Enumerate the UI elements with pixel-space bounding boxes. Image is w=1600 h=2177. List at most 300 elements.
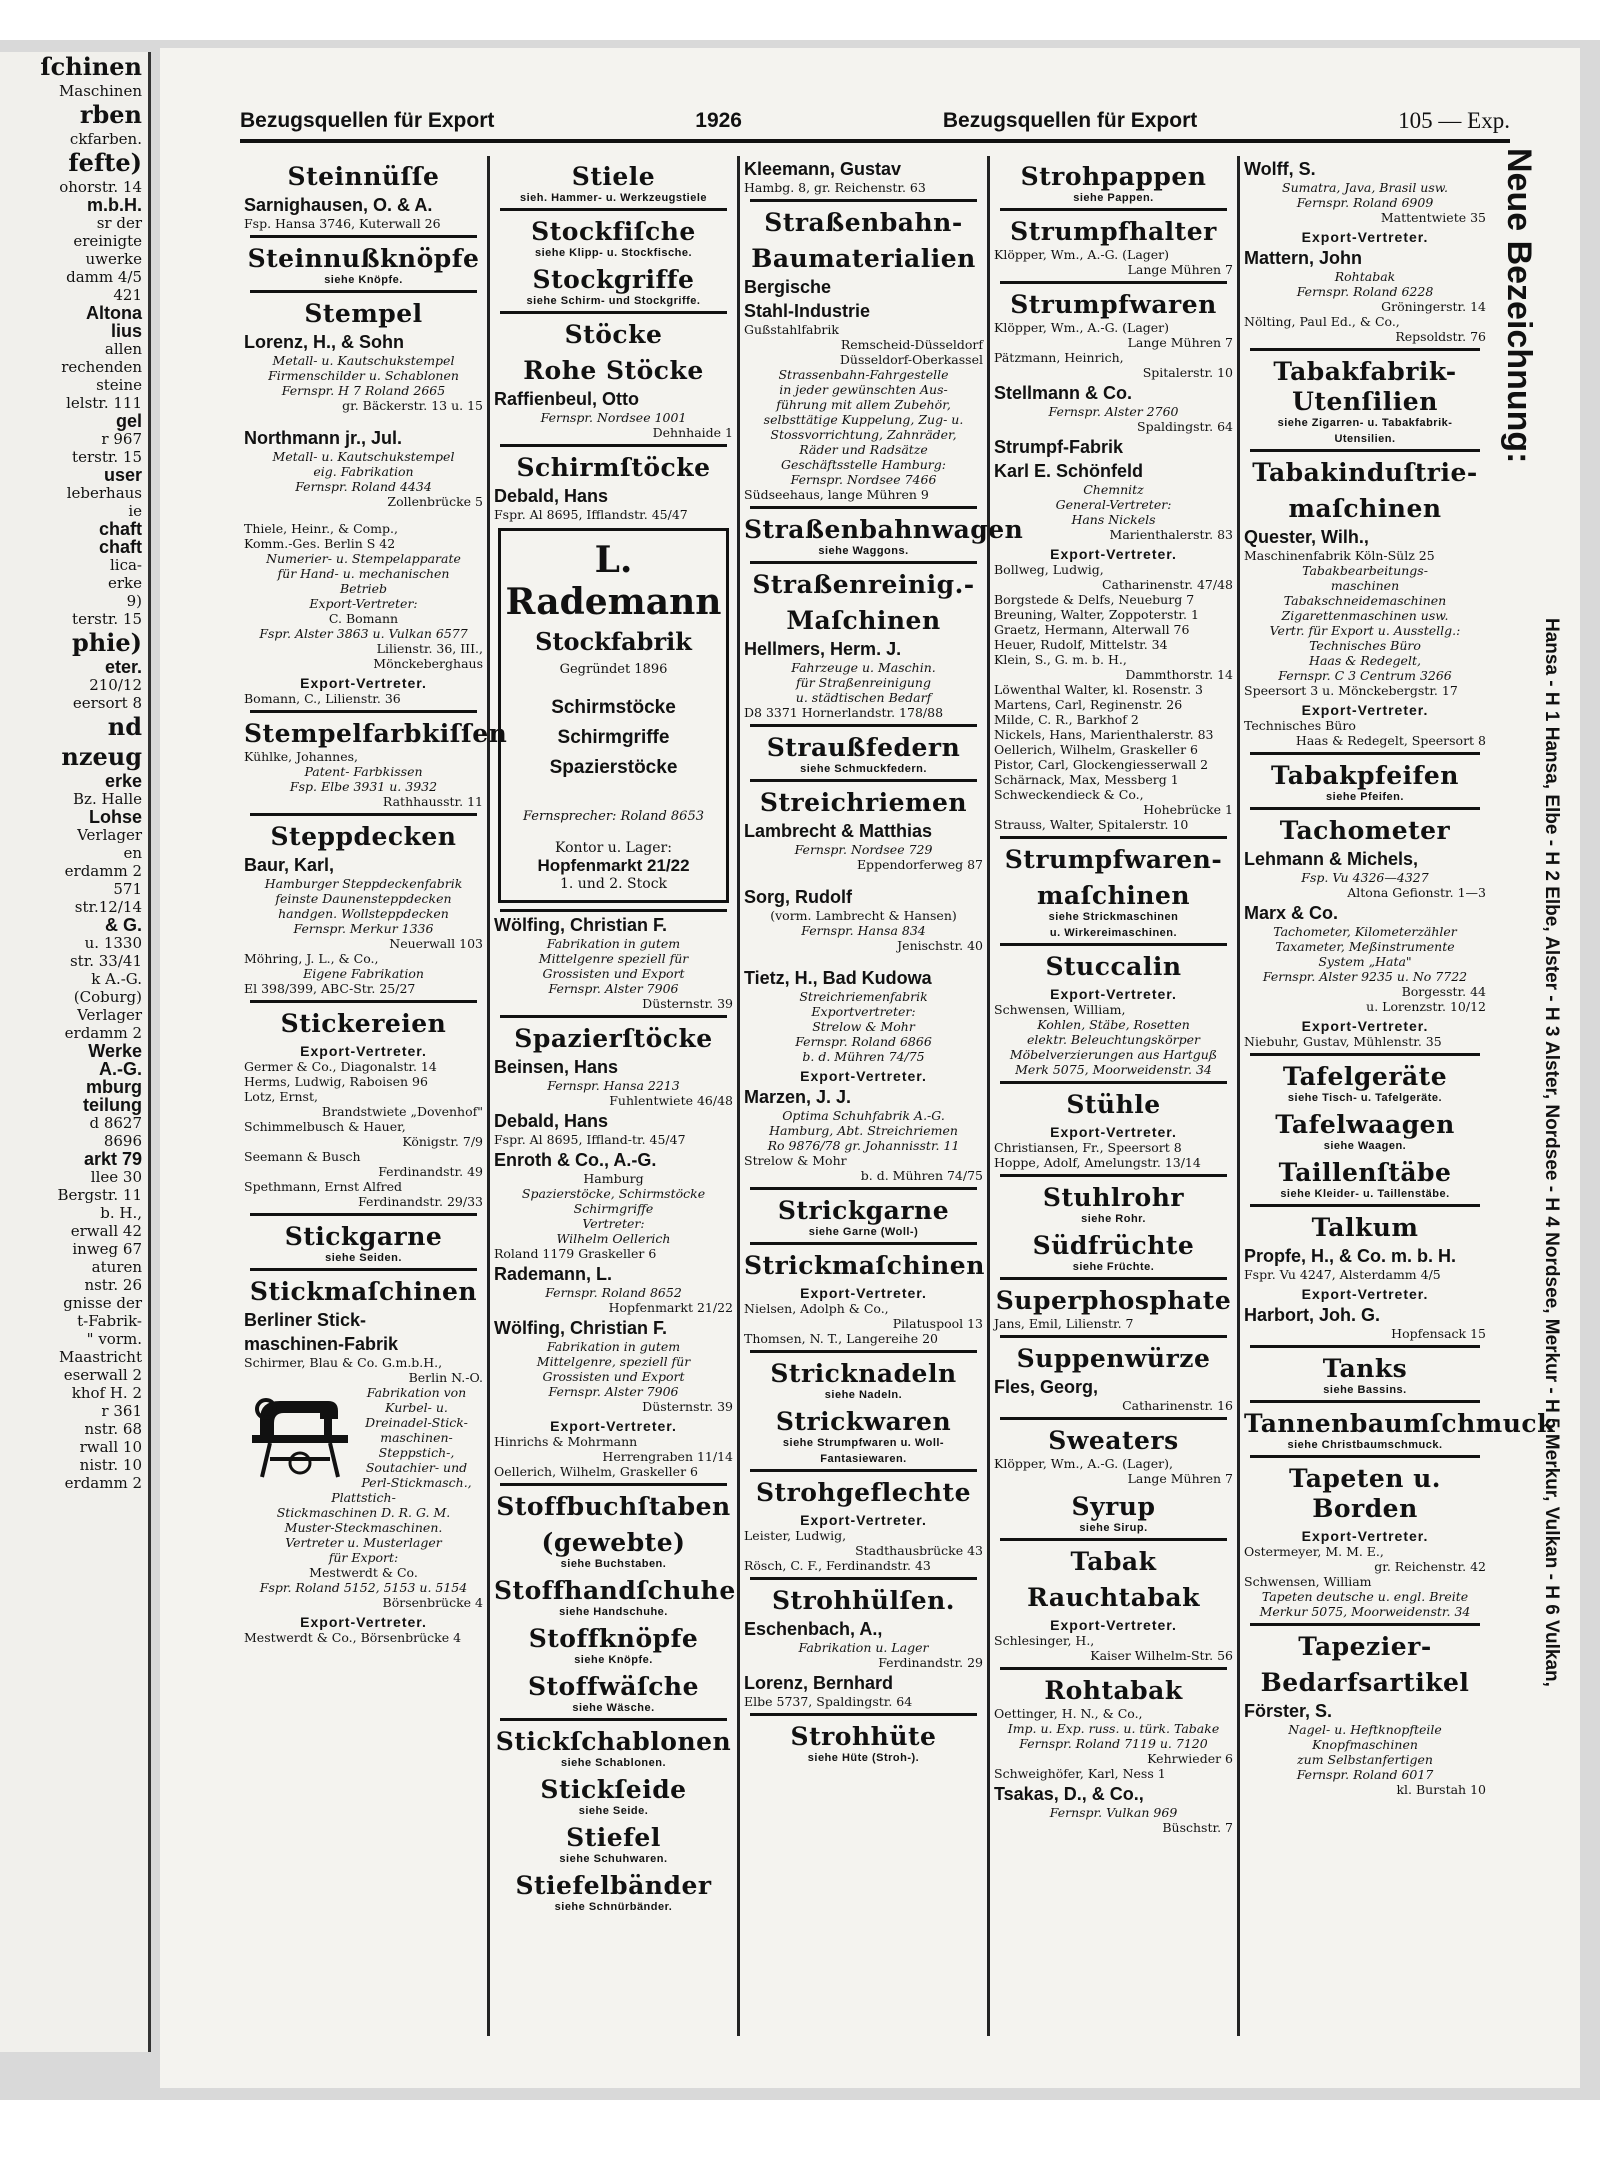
strip-line: erwall 42 xyxy=(70,1222,142,1240)
cross-reference: siehe Hüte (Stroh-). xyxy=(807,1752,920,1764)
export-agent-heading: Export-Vertreter. xyxy=(300,1043,427,1059)
cross-reference: siehe Knöpfe. xyxy=(324,274,403,286)
header-year: 1926 xyxy=(695,109,742,132)
category-heading: Tabakinduſtrie- xyxy=(1252,458,1478,487)
cross-reference: siehe Bassins. xyxy=(1323,1384,1407,1396)
entry-line: Schweighöfer, Karl, Ness 1 xyxy=(994,1766,1166,1781)
strip-line: ſchinen xyxy=(40,52,142,81)
export-agent-heading: Export-Vertreter. xyxy=(1301,702,1429,718)
firm-name: Karl E. Schönfeld xyxy=(994,461,1144,481)
entry-line: (vorm. Lambrecht & Hansen) xyxy=(770,908,957,923)
firm-name: Lorenz, Bernhard xyxy=(744,1673,894,1693)
strip-line: eersort 8 xyxy=(72,694,142,712)
category-heading: Steinnußknöpfe xyxy=(247,244,480,273)
entry-address: Herrengraben 11/14 xyxy=(602,1449,733,1464)
page-number: 105 — Exp. xyxy=(1398,108,1510,133)
entry-line: Mestwerdt & Co. xyxy=(309,1565,418,1580)
entry-note: Fernspr. Alster 7906 xyxy=(548,981,679,996)
entry-note: Export-Vertreter: xyxy=(309,596,418,611)
divider xyxy=(1000,943,1227,946)
entry-address: Jenischstr. 40 xyxy=(897,938,983,953)
entry-note: führung mit allem Zubehör, xyxy=(776,397,951,412)
divider xyxy=(250,290,477,293)
entry-note: Metall- u. Kautschukstempel xyxy=(272,353,455,368)
entry-line: Gußstahlfabrik xyxy=(744,322,839,337)
category-heading: Tapeten u. Borden xyxy=(1288,1464,1441,1523)
entry-note: handgen. Wollsteppdecken xyxy=(278,906,449,921)
cross-reference: u. Wirkereimaschinen. xyxy=(1049,927,1178,939)
entry-address: Repsoldstr. 76 xyxy=(1395,329,1486,344)
entry-note: selbsttätige Kuppelung, Zug- u. xyxy=(763,412,964,427)
firm-name: Debald, Hans xyxy=(494,1111,609,1131)
entry-address: Lange Mühren 7 xyxy=(1127,335,1233,350)
cross-reference: siehe Knöpfe. xyxy=(574,1654,653,1666)
divider xyxy=(750,1242,977,1245)
strip-line: ohorstr. 14 xyxy=(59,178,142,196)
export-agent-heading: Export-Vertreter. xyxy=(300,1614,427,1630)
strip-line: m.b.H. xyxy=(86,195,142,215)
category-heading: Rohtabak xyxy=(1044,1676,1183,1705)
divider xyxy=(500,1483,727,1486)
category-heading: Stiefel xyxy=(566,1823,661,1852)
entry-address: Pilatuspool 13 xyxy=(892,1316,983,1331)
strip-line: ereinigte xyxy=(73,232,142,250)
column-2 xyxy=(490,156,740,2036)
strip-line: nstr. 68 xyxy=(84,1420,142,1438)
divider xyxy=(1250,1204,1480,1207)
entry-address: Zollenbrücke 5 xyxy=(387,494,483,509)
entry-line: Schärnack, Max, Messberg 1 xyxy=(994,772,1179,787)
entry-note: Fabrikation in gutem xyxy=(546,1339,681,1354)
strip-line: mburg xyxy=(86,1077,142,1097)
spacer xyxy=(244,509,483,521)
strip-line: & G. xyxy=(104,915,142,935)
advert-name: L. Rademann xyxy=(505,539,722,623)
entry-address: b. d. Mühren 74/75 xyxy=(860,1168,983,1183)
advert-subtitle: Stockfabrik xyxy=(535,627,692,656)
firm-name: Baur, Karl, xyxy=(244,855,335,875)
divider xyxy=(1250,807,1480,810)
category-heading: Stoffbuchſtaben xyxy=(496,1492,731,1521)
entry-note: Kohlen, Stäbe, Rosetten xyxy=(1037,1017,1190,1032)
advert-address: Hopfenmarkt 21/22 xyxy=(537,856,690,875)
category-heading: Strohhülſen. xyxy=(771,1586,955,1615)
entry-line: Klöpper, Wm., A.-G. (Lager) xyxy=(994,247,1170,262)
vertical-notice xyxy=(1500,148,1570,2028)
strip-line: erdamm 2 xyxy=(64,862,142,880)
category-heading: Stockfiſche xyxy=(531,217,696,246)
strip-line: r 967 xyxy=(101,430,142,448)
entry-note: Eigene Fabrikation xyxy=(303,966,424,981)
vertical-notice-text: Hansa - H 1 Hansa, Elbe - H 2 Elbe, Alster - H 3 Alster, Nordsee - H 4 Nordsee, Merkur - H 5 Merkur, Vulkan - H 6 Vulkan, xyxy=(1541,618,1562,1687)
strip-line: nstr. 26 xyxy=(84,1276,142,1294)
strip-line: Lohse xyxy=(88,807,142,827)
entry-address: Marienthalerstr. 83 xyxy=(1109,527,1233,542)
entry-line: Thiele, Heinr., & Comp., xyxy=(244,521,398,536)
strip-line: lica- xyxy=(109,556,142,574)
divider xyxy=(250,235,477,238)
category-heading: Syrup xyxy=(1071,1492,1156,1521)
entry-line: Hinrichs & Mohrmann xyxy=(494,1434,638,1449)
strip-line: lelstr. 111 xyxy=(66,394,142,412)
advert-phone: Fernsprecher: Roland 8653 xyxy=(523,809,704,824)
category-heading: Südfrüchte xyxy=(1032,1231,1195,1260)
entry-note: Streichriemenfabrik xyxy=(799,989,928,1004)
entry-line: Hamburg xyxy=(583,1171,644,1186)
entry-address: Stadthausbrücke 43 xyxy=(855,1543,983,1558)
divider xyxy=(1000,1174,1227,1177)
category-heading: Steppdecken xyxy=(270,822,457,851)
entry-note: b. d. Mühren 74/75 xyxy=(802,1049,925,1064)
strip-line: Maastricht xyxy=(58,1348,142,1366)
entry-line: C. Bomann xyxy=(328,611,399,626)
export-agent-heading: Export-Vertreter. xyxy=(1301,1528,1429,1544)
cross-reference: siehe Christbaumschmuck. xyxy=(1287,1439,1443,1451)
firm-name: Raffienbeul, Otto xyxy=(494,389,639,409)
strip-line: 210/12 xyxy=(89,676,142,694)
firm-name: Marx & Co. xyxy=(1244,903,1339,923)
entry-line: El 398/399, ABC-Str. 25/27 xyxy=(244,981,416,996)
strip-line: aturen xyxy=(91,1258,142,1276)
entry-note: Räder und Radsätze xyxy=(799,442,928,457)
entry-line: Milde, C. R., Barkhof 2 xyxy=(994,712,1139,727)
firm-name: Wölfing, Christian F. xyxy=(494,915,667,935)
entry-note: maschinen- xyxy=(380,1430,453,1445)
strip-line: rben xyxy=(79,100,142,129)
category-heading: Stempel xyxy=(304,299,423,328)
entry-address: Hopfenmarkt 21/22 xyxy=(608,1300,733,1315)
strip-line: ckfarben. xyxy=(69,130,142,148)
entry-address: Brandstwiete „Dovenhof" xyxy=(321,1104,483,1119)
entry-address: Königstr. 7/9 xyxy=(402,1134,483,1149)
divider xyxy=(1250,1345,1480,1348)
strip-line: en xyxy=(123,844,142,862)
firm-name: Northmann jr., Jul. xyxy=(244,428,403,448)
entry-line: Klein, S., G. m. b. H., xyxy=(994,652,1127,667)
entry-line: Breuning, Walter, Zoppoterstr. 1 xyxy=(994,607,1199,622)
category-heading: Maſchinen xyxy=(786,606,941,635)
entry-note: Firmenschilder u. Schablonen xyxy=(268,368,459,383)
strip-line: phie) xyxy=(72,628,142,657)
category-heading: Baumaterialien xyxy=(751,244,976,273)
directory-page xyxy=(160,48,1580,2088)
entry-line: Schimmelbusch & Hauer, xyxy=(244,1119,406,1134)
entry-address: Ferdinandstr. 29/33 xyxy=(358,1194,483,1209)
cross-reference: siehe Schuhwaren. xyxy=(559,1853,668,1865)
divider xyxy=(1000,1335,1227,1338)
category-heading: Rauchtabak xyxy=(1027,1583,1200,1612)
divider xyxy=(250,1268,477,1271)
export-agent-heading: Export-Vertreter. xyxy=(300,675,427,691)
cross-reference: siehe Schmuckfedern. xyxy=(800,763,927,775)
entry-line: Klöpper, Wm., A.-G. (Lager) xyxy=(994,320,1170,335)
entry-address: Hopfensack 15 xyxy=(1391,1326,1486,1341)
entry-line: Strauss, Walter, Spitalerstr. 10 xyxy=(994,817,1189,832)
firm-name: Wolff, S. xyxy=(1244,159,1316,179)
entry-note: General-Vertreter: xyxy=(1055,497,1172,512)
entry-line: Schwensen, William xyxy=(1244,1574,1372,1589)
strip-line: gnisse der xyxy=(63,1294,142,1312)
column-4 xyxy=(990,156,1240,2036)
category-heading: Stiele xyxy=(571,162,656,191)
page-header xyxy=(240,103,1510,143)
strip-line: gel xyxy=(115,411,142,431)
strip-line: nistr. 10 xyxy=(79,1456,142,1474)
entry-line: Schlesinger, H., xyxy=(994,1633,1095,1648)
divider xyxy=(750,779,977,782)
firm-name: Förster, S. xyxy=(1244,1701,1333,1721)
entry-line: Maschinenfabrik Köln-Sülz 25 xyxy=(1244,548,1435,563)
strip-line: damm 4/5 xyxy=(66,268,142,286)
entry-address: Catharinenstr. 16 xyxy=(1122,1398,1233,1413)
entry-line: Fspr. Al 8695, Iffland-tr. 45/47 xyxy=(494,1132,686,1147)
entry-note: Metall- u. Kautschukstempel xyxy=(272,449,455,464)
strip-line: Verlager xyxy=(77,826,142,844)
firm-name: Lambrecht & Matthias xyxy=(744,821,933,841)
entry-line: Rösch, C. F., Ferdinandstr. 43 xyxy=(744,1558,931,1573)
advert-floor: 1. und 2. Stock xyxy=(559,876,668,892)
category-heading: Spazierſtöcke xyxy=(514,1024,713,1053)
entry-note: Imp. u. Exp. russ. u. türk. Tabake xyxy=(1007,1721,1220,1736)
strip-line: rechenden xyxy=(61,358,142,376)
entry-line: Schirmer, Blau & Co. G.m.b.H., xyxy=(244,1355,443,1370)
strip-line: 571 xyxy=(113,880,142,898)
entry-line: Fspr. Vu 4247, Alsterdamm 4/5 xyxy=(1244,1267,1441,1282)
firm-name: Stellmann & Co. xyxy=(994,383,1133,403)
category-heading: Tabak xyxy=(1070,1547,1157,1576)
entry-address: Mattentwiete 35 xyxy=(1380,210,1486,225)
cross-reference: siehe Nadeln. xyxy=(824,1389,903,1401)
strip-line: 8696 xyxy=(103,1132,142,1150)
category-heading: Strohpappen xyxy=(1020,162,1207,191)
entry-note: Fernspr. Roland 6866 xyxy=(795,1034,932,1049)
entry-line: Möhring, J. L., & Co., xyxy=(244,951,379,966)
entry-line: Technisches Büro xyxy=(1244,718,1356,733)
entry-address: Dehnhaide 1 xyxy=(652,425,733,440)
entry-line: Südseehaus, lange Mühren 9 xyxy=(744,487,929,502)
category-heading: Straßenbahn- xyxy=(764,208,963,237)
strip-line: str.12/14 xyxy=(74,898,142,916)
entry-line: Bomann, C., Lilienstr. 36 xyxy=(244,691,401,706)
strip-line: b. H., xyxy=(100,1204,142,1222)
strip-line: Bz. Halle xyxy=(73,790,142,808)
strip-line: 9) xyxy=(126,592,142,610)
header-left-title: Bezugsquellen für Export xyxy=(240,109,495,132)
category-heading: Stuccalin xyxy=(1045,952,1182,981)
cross-reference: siehe Sirup. xyxy=(1079,1522,1148,1534)
entry-note: Fernspr. Hansa 2213 xyxy=(547,1078,680,1093)
entry-line: Pistor, Carl, Glockengiesserwall 2 xyxy=(994,757,1209,772)
strip-line: ie xyxy=(128,502,142,520)
strip-line: (Coburg) xyxy=(73,988,142,1006)
entry-line: Schweckendieck & Co., xyxy=(994,787,1144,802)
cross-reference: siehe Zigarren- u. Tabakfabrik- xyxy=(1277,417,1453,429)
entry-note: Hamburger Steppdeckenfabrik xyxy=(264,876,463,891)
category-heading: Strumpfwaren- xyxy=(1004,845,1223,874)
category-heading: (gewebte) xyxy=(541,1528,686,1557)
category-heading: Stickſeide xyxy=(540,1775,687,1804)
entry-line: Strelow & Mohr xyxy=(744,1153,847,1168)
strip-line: llee 30 xyxy=(90,1168,142,1186)
strip-line: str. 33/41 xyxy=(69,952,142,970)
entry-line: Oettinger, H. N., & Co., xyxy=(994,1706,1143,1721)
export-agent-heading: Export-Vertreter. xyxy=(1050,1617,1177,1633)
cross-reference: siehe Strumpfwaren u. Woll- xyxy=(782,1437,945,1449)
category-heading: Superphosphate xyxy=(995,1286,1232,1315)
cross-reference: siehe Waggons. xyxy=(818,545,909,557)
cross-reference: siehe Schnürbänder. xyxy=(554,1901,673,1913)
strip-line: terstr. 15 xyxy=(72,448,142,466)
entry-line: Nölting, Paul Ed., & Co., xyxy=(1244,314,1400,329)
entry-note: Plattstich- xyxy=(331,1490,396,1505)
entry-address: Fuhlentwiete 46/48 xyxy=(609,1093,733,1108)
advert-product: Schirmgriffe xyxy=(557,727,670,748)
cross-reference: siehe Schablonen. xyxy=(560,1757,667,1769)
entry-address: Neuerwall 103 xyxy=(389,936,483,951)
entry-note: Sumatra, Java, Brasil usw. xyxy=(1282,180,1448,195)
firm-name: Tietz, H., Bad Kudowa xyxy=(744,968,932,988)
entry-address: gr. Bäckerstr. 13 u. 15 xyxy=(342,398,483,413)
category-heading: Tafelwaagen xyxy=(1275,1110,1455,1139)
entry-note: Fernspr. Alster 9235 u. No 7722 xyxy=(1262,969,1468,984)
entry-line: Mestwerdt & Co., Börsenbrücke 4 xyxy=(244,1630,462,1645)
entry-line: Hambg. 8, gr. Reichenstr. 63 xyxy=(744,180,926,195)
entry-line: Kühlke, Johannes, xyxy=(244,749,359,764)
entry-note: Technisches Büro xyxy=(1309,638,1421,653)
divider xyxy=(1250,1400,1480,1403)
divider xyxy=(1250,1623,1480,1626)
strip-line: terstr. 15 xyxy=(72,610,142,628)
entry-address: Gröningerstr. 14 xyxy=(1381,299,1486,314)
divider xyxy=(1000,836,1227,839)
divider xyxy=(750,1350,977,1353)
strip-line: fefte) xyxy=(68,148,142,177)
cross-reference: siehe Rohr. xyxy=(1081,1213,1146,1225)
entry-line: Thomsen, N. T., Langereihe 20 xyxy=(744,1331,938,1346)
entry-line: Leister, Ludwig, xyxy=(744,1528,847,1543)
entry-line: Oellerich, Wilhelm, Graskeller 6 xyxy=(994,742,1198,757)
category-heading: Straßenreinig.- xyxy=(752,570,975,599)
entry-address: Büschstr. 7 xyxy=(1162,1820,1233,1835)
sewing-machine-illustration xyxy=(250,1389,350,1479)
strip-line: erdamm 2 xyxy=(64,1024,142,1042)
entry-note: Schirmgriffe xyxy=(573,1201,654,1216)
entry-note: zum Selbstanfertigen xyxy=(1297,1752,1433,1767)
entry-note: Taxameter, Meßinstrumente xyxy=(1275,939,1455,954)
category-heading: maſchinen xyxy=(1288,494,1442,523)
category-heading: Stöcke xyxy=(564,320,663,349)
divider xyxy=(500,208,727,211)
strip-line: 421 xyxy=(113,286,142,304)
strip-line: u. 1330 xyxy=(84,934,142,952)
export-agent-heading: Export-Vertreter. xyxy=(800,1512,927,1528)
category-heading: Tannenbaumſchmuck xyxy=(1244,1409,1555,1438)
entry-note: Spazierstöcke, Schirmstöcke xyxy=(521,1186,706,1201)
advert-office-label: Kontor u. Lager: xyxy=(555,840,672,856)
firm-name: Fles, Georg, xyxy=(994,1377,1099,1397)
firm-name: Enroth & Co., A.-G. xyxy=(494,1150,657,1170)
entry-address: Lilienstr. 36, III., xyxy=(376,641,483,656)
entry-address: Düsternstr. 39 xyxy=(642,1399,733,1414)
divider xyxy=(500,311,727,314)
firm-name: Strumpf-Fabrik xyxy=(994,437,1124,457)
cross-reference: siehe Garne (Woll-) xyxy=(808,1226,919,1238)
divider xyxy=(250,1000,477,1003)
entry-line: Klöpper, Wm., A.-G. (Lager), xyxy=(994,1456,1173,1471)
firm-name: Lorenz, H., & Sohn xyxy=(244,332,404,352)
strip-line: Bergstr. 11 xyxy=(57,1186,142,1204)
export-agent-heading: Export-Vertreter. xyxy=(1050,986,1177,1002)
spacer xyxy=(744,953,983,965)
divider xyxy=(750,199,977,202)
category-heading: Tachometer xyxy=(1279,816,1451,845)
category-heading: Tafelgeräte xyxy=(1282,1062,1448,1091)
divider xyxy=(1250,1053,1480,1056)
entry-note: System „Hata" xyxy=(1318,954,1412,969)
entry-address: Spaldingstr. 64 xyxy=(1137,419,1233,434)
firm-name: Stahl-Industrie xyxy=(744,301,871,321)
firm-name: Mattern, John xyxy=(1244,248,1363,268)
category-heading: Strohgeflechte xyxy=(755,1478,972,1507)
category-heading: Straußfedern xyxy=(766,733,961,762)
cross-reference: siehe Pfeifen. xyxy=(1326,791,1404,803)
firm-name: Harbort, Joh. G. xyxy=(1244,1305,1381,1325)
strip-line: nzeug xyxy=(61,742,142,771)
entry-line: Komm.-Ges. Berlin S 42 xyxy=(244,536,396,551)
cross-reference: siehe Buchstaben. xyxy=(560,1558,667,1570)
export-agent-heading: Export-Vertreter. xyxy=(550,1418,677,1434)
category-heading: Stricknadeln xyxy=(770,1359,957,1388)
category-heading: Strohhüte xyxy=(790,1722,937,1751)
category-heading: Talkum xyxy=(1311,1213,1419,1242)
category-heading: Stühle xyxy=(1066,1090,1161,1119)
entry-note: Fsp. Elbe 3931 u. 3932 xyxy=(289,779,438,794)
entry-line: Roland 1179 Graskeller 6 xyxy=(494,1246,657,1261)
entry-note: Vertreter: xyxy=(582,1216,645,1231)
cross-reference: siehe Waagen. xyxy=(1323,1140,1407,1152)
category-heading: Tabakfabrik-Utenſilien xyxy=(1273,357,1457,416)
entry-address: Berlin N.-O. xyxy=(408,1370,483,1385)
spacer xyxy=(244,413,483,425)
entry-note: Fernspr. Merkur 1336 xyxy=(293,921,434,936)
export-agent-heading: Export-Vertreter. xyxy=(800,1068,927,1084)
firm-name: Hellmers, Herm. J. xyxy=(744,639,902,659)
entry-note: Merkur 5075, Moorweidenstr. 34 xyxy=(1259,1604,1471,1619)
divider xyxy=(1250,752,1480,755)
entry-note: Numerier- u. Stempelapparate xyxy=(266,551,461,566)
entry-address: kl. Burstah 10 xyxy=(1396,1782,1486,1797)
entry-address: Eppendorferweg 87 xyxy=(856,857,983,872)
strip-line: khof H. 2 xyxy=(71,1384,142,1402)
strip-line: eserwall 2 xyxy=(63,1366,142,1384)
entry-note: Fernspr. Nordsee 729 xyxy=(794,842,933,857)
divider xyxy=(750,506,977,509)
strip-line: inweg 67 xyxy=(72,1240,142,1258)
entry-note: Grossisten und Export xyxy=(542,966,685,981)
entry-line: Germer & Co., Diagonalstr. 14 xyxy=(244,1059,437,1074)
entry-address: Remscheid-Düsseldorf xyxy=(840,337,983,352)
advert-product: Schirmstöcke xyxy=(551,697,676,718)
entry-note: für Hand- u. mechanischen xyxy=(277,566,450,581)
strip-line: erdamm 2 xyxy=(64,1474,142,1492)
entry-address: Kaiser Wilhelm-Str. 56 xyxy=(1090,1648,1233,1663)
cross-reference: siehe Pappen. xyxy=(1073,192,1154,204)
entry-line: D8 3371 Hornerlandstr. 178/88 xyxy=(744,705,944,720)
entry-note: Möbelverzierungen aus Hartguß xyxy=(1009,1047,1218,1062)
strip-line: eter. xyxy=(104,657,142,677)
entry-note: Strassenbahn-Fahrgestelle xyxy=(778,367,949,382)
category-heading: Stempelfarbkiſſen xyxy=(244,719,508,748)
